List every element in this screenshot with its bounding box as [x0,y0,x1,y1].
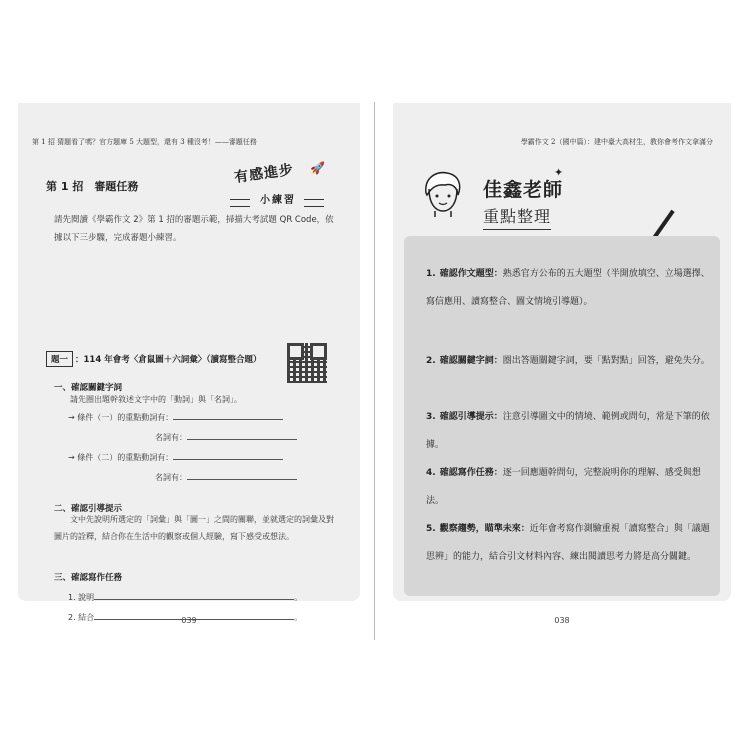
badge-title: 有感進步 [233,161,295,187]
item-body: 圈出答題關鍵字詞，要「點對點」回答，避免失分。 [502,356,710,366]
item-number: 3. [426,412,436,422]
intro-paragraph: 請先閱讀《學霸作文 2》第 1 招的審題示範，掃描大考試題 QR Code，依據以下三步驟，完成審題小練習。 [54,215,334,243]
summary-item [426,459,710,515]
condition-label: → 條件（二）的重點動詞有： [68,453,174,462]
item-heading: 確認關鍵字詞： [439,356,503,366]
section-title: 一、確認關鍵字詞 [54,383,123,393]
item-body: 注意引導圖文中的情境、範例或問句，常是下筆的依據。 [426,412,710,450]
summary-subtitle: 重點整理 [483,204,551,230]
condition-line [68,409,283,426]
item-heading: 確認寫作任務： [439,468,503,478]
divider [230,199,250,207]
task-label: 1. 說明 [68,593,95,602]
summary-item [426,260,710,316]
task-label: 2. 結合 [68,613,95,622]
item-number: 5. [426,524,436,534]
rocket-icon: 🚀 [310,161,325,175]
qr-code[interactable] [287,343,327,383]
item-heading: 觀察趨勢，瞄準未來： [439,524,530,534]
section-desc: 文中先說明所選定的「詞彙」與「圖一」之間的關聯，並就選定的詞彙及對圖片的詮釋，結合你在生活中的觀察或個人經驗，寫下感受或想法。 [54,515,334,541]
summary-card [404,236,720,596]
answer-blank[interactable] [173,410,283,420]
item-body: 近年會考寫作測驗重視「讀寫整合」與「議題思辨」的能力，結合引文材料內容、練出閱讀思考力將是高分關鍵。 [426,524,710,562]
running-head: 第 1 招 猜題看了嗎？官方題庫 5 大題型，還有 3 種沒考！——審題任務 [32,138,257,146]
item-heading: 確認作文題型： [439,269,503,279]
badge-subtitle: 小練習 [260,195,296,206]
condition-line [155,469,297,486]
practice-badge [230,161,324,213]
answer-blank[interactable] [173,450,283,460]
item-heading: 確認引導提示： [439,412,503,422]
summary-item [426,347,710,375]
section-desc: 請先圈出題幹敘述文字中的「動詞」與「名詞」。 [70,395,242,404]
page-number: 038 [554,616,570,625]
teacher-title: 佳鑫老師 [483,179,564,201]
question-tag: 題一 [46,351,73,367]
item-number: 2. [426,356,436,366]
noun-label: 名詞有： [155,433,187,442]
summary-item [426,515,710,571]
section-title: 三、確認寫作任務 [54,573,123,583]
right-page [393,103,731,625]
sparkle-icon: ✦ [554,166,564,179]
running-head: 學霸作文 2（國中篇）：建中臺大高材生，教你會考作文拿滿分 [520,138,713,146]
period: 。 [294,593,303,602]
page-number: 039 [181,616,197,625]
divider [304,199,324,207]
question-text: ：114 年會考〈倉鼠圖＋六詞彙〉（讀寫整合題） [75,355,262,365]
summary-item [426,403,710,459]
period: 。 [294,613,303,622]
item-number: 1. [426,269,436,279]
answer-blank[interactable] [187,470,297,480]
task-line [68,589,302,606]
condition-line [68,449,283,466]
book-spine [374,102,375,640]
condition-label: → 條件（一）的重點動詞有： [68,413,174,422]
left-page [18,103,360,625]
item-body: 熟悉官方公布的五大題型（半開放填空、立場選擇、寫信應用、讀寫整合、圖文情境引導題）。 [426,269,710,307]
item-number: 4. [426,468,436,478]
noun-label: 名詞有： [155,473,187,482]
teacher-avatar-icon [417,169,467,219]
item-body: 逐一回應題幹問句，完整說明你的理解、感受與想法。 [426,468,701,506]
chapter-title: 第 1 招 審題任務 [46,180,139,193]
answer-blank[interactable] [187,430,297,440]
condition-line [155,429,297,446]
question-heading [46,351,261,367]
section-title: 二、確認引導提示 [54,504,123,514]
answer-blank[interactable] [94,590,294,600]
